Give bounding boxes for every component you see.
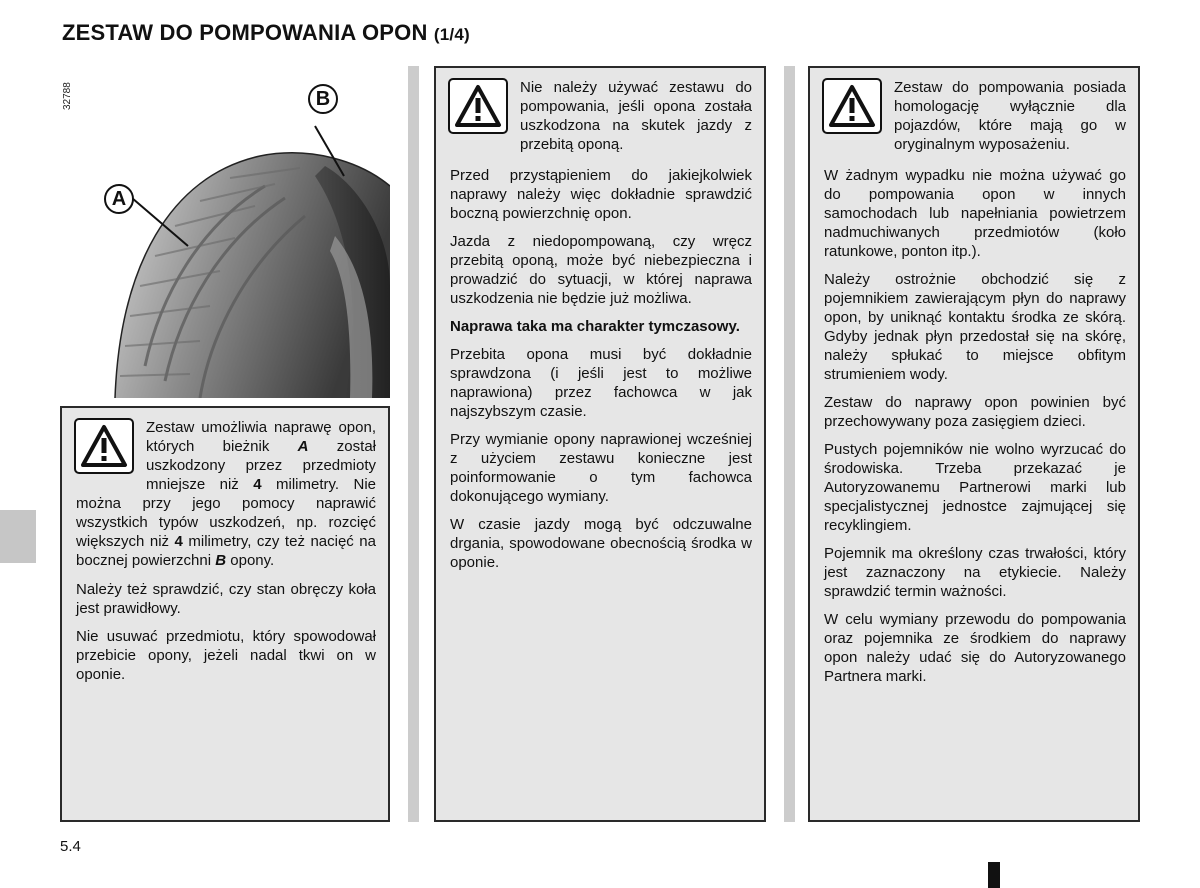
warning-middle-paragraph: Jazda z niedopompowaną, czy wręcz przebitą oponą, może być niebezpieczna i prowadzić do sytuacji, w której naprawa uszkodzenia nie będzie już możliwa. [450,233,752,307]
warning-box-middle [434,66,766,822]
warning-right-paragraph: W celu wymiany przewodu do pompowania oraz pojemnika ze środkiem do naprawy opon należy udać się do Autoryzowanego Partnera marki. [824,611,1126,685]
warning-left-lead: Zestaw umożliwia naprawę opon, których bieżnik A został uszkodzony przez przedmioty mniejsze niż 4 milimetry. Nie można przy jego pomocy naprawić wszystkich typów uszkodzeń, np. rozcięć większych niż 4 milimetry, czy też nacięć na bocznej powierzchni B opony. [76,419,376,569]
warning-triangle-icon [822,78,882,134]
column-divider-1 [408,66,419,822]
warning-right-paragraph: W żadnym wypadku nie można używać go do pompowania opon w innych samochodach lub napełniania powietrzem nadmuchiwanych przedmiotów (koło ratunkowe, ponton itp.). [824,167,1126,260]
warning-left-paragraph: Należy też sprawdzić, czy stan obręczy koła jest prawidłowy. [76,581,376,617]
callout-label-b: B [308,84,338,114]
warning-box-left [60,406,390,822]
warning-right-paragraph: Należy ostrożnie obchodzić się z pojemnikiem zawierającym płyn do naprawy opon, by uniknąć kontaktu środka ze skórą. Gdyby jednak płyn przedostał się na skórę, należy spłukać to miejsce obfitym strumieniem wody. [824,271,1126,383]
warning-middle-paragraph: Przy wymianie opony naprawionej wcześniej z użyciem zestawu konieczne jest poinformowanie o tym fachowca dokonującego wymiany. [450,431,752,505]
warning-right-paragraph: Pojemnik ma określony czas trwałości, który jest zaznaczony na etykiecie. Należy sprawdzić termin ważności. [824,545,1126,600]
page-corner-mark [988,862,1000,888]
warning-middle-lead: Nie należy używać zestawu do pompowania, jeśli opona została uszkodzona na skutek jazdy z przebitą oponą. [520,79,752,153]
label-b-reference: B [215,552,227,569]
warning-box-right [808,66,1140,822]
chapter-tab [0,510,36,563]
page-number: 5.4 [60,838,81,855]
warning-right-paragraph: Pustych pojemników nie wolno wyrzucać do środowiska. Trzeba przekazać je Autoryzowanemu Partnerowi marki lub specjalistycznej jednostce zajmującej się recyklingiem. [824,441,1126,534]
warning-right-lead: Zestaw do pompowania posiada homologację wyłącznie dla pojazdów, które mają go w oryginalnym wyposażeniu. [894,79,1126,153]
callout-label-a: A [104,184,134,214]
page-title-main: ZESTAW DO POMPOWANIA OPON [62,20,428,45]
tire-drawing [60,66,390,398]
warning-middle-bold-note: Naprawa taka ma charakter tymczasowy. [450,318,740,335]
column-divider-2 [784,66,795,822]
warning-right-paragraph: Zestaw do naprawy opon powinien być przechowywany poza zasięgiem dzieci. [824,394,1126,430]
tire-illustration [60,66,390,398]
warning-triangle-icon [448,78,508,134]
image-reference-code: 32788 [62,82,73,110]
warning-middle-paragraph: Przed przystąpieniem do jakiejkolwiek naprawy należy więc dokładnie sprawdzić boczną powierzchnię opon. [450,167,752,222]
warning-middle-paragraph: W czasie jazdy mogą być odczuwalne drgania, spowodowane obecnością środka w oponie. [450,516,752,571]
page-title-part: (1/4) [433,25,470,44]
label-a-reference: A [297,438,309,455]
warning-middle-paragraph: Przebita opona musi być dokładnie sprawdzona (i jeśli jest to możliwe naprawiona) przez fachowca w jak najszybszym czasie. [450,346,752,420]
page-title [62,20,470,46]
warning-triangle-icon [74,418,134,474]
warning-left-paragraph: Nie usuwać przedmiotu, który spowodował przebicie opony, jeżeli nadal tkwi on w oponie. [76,628,376,683]
